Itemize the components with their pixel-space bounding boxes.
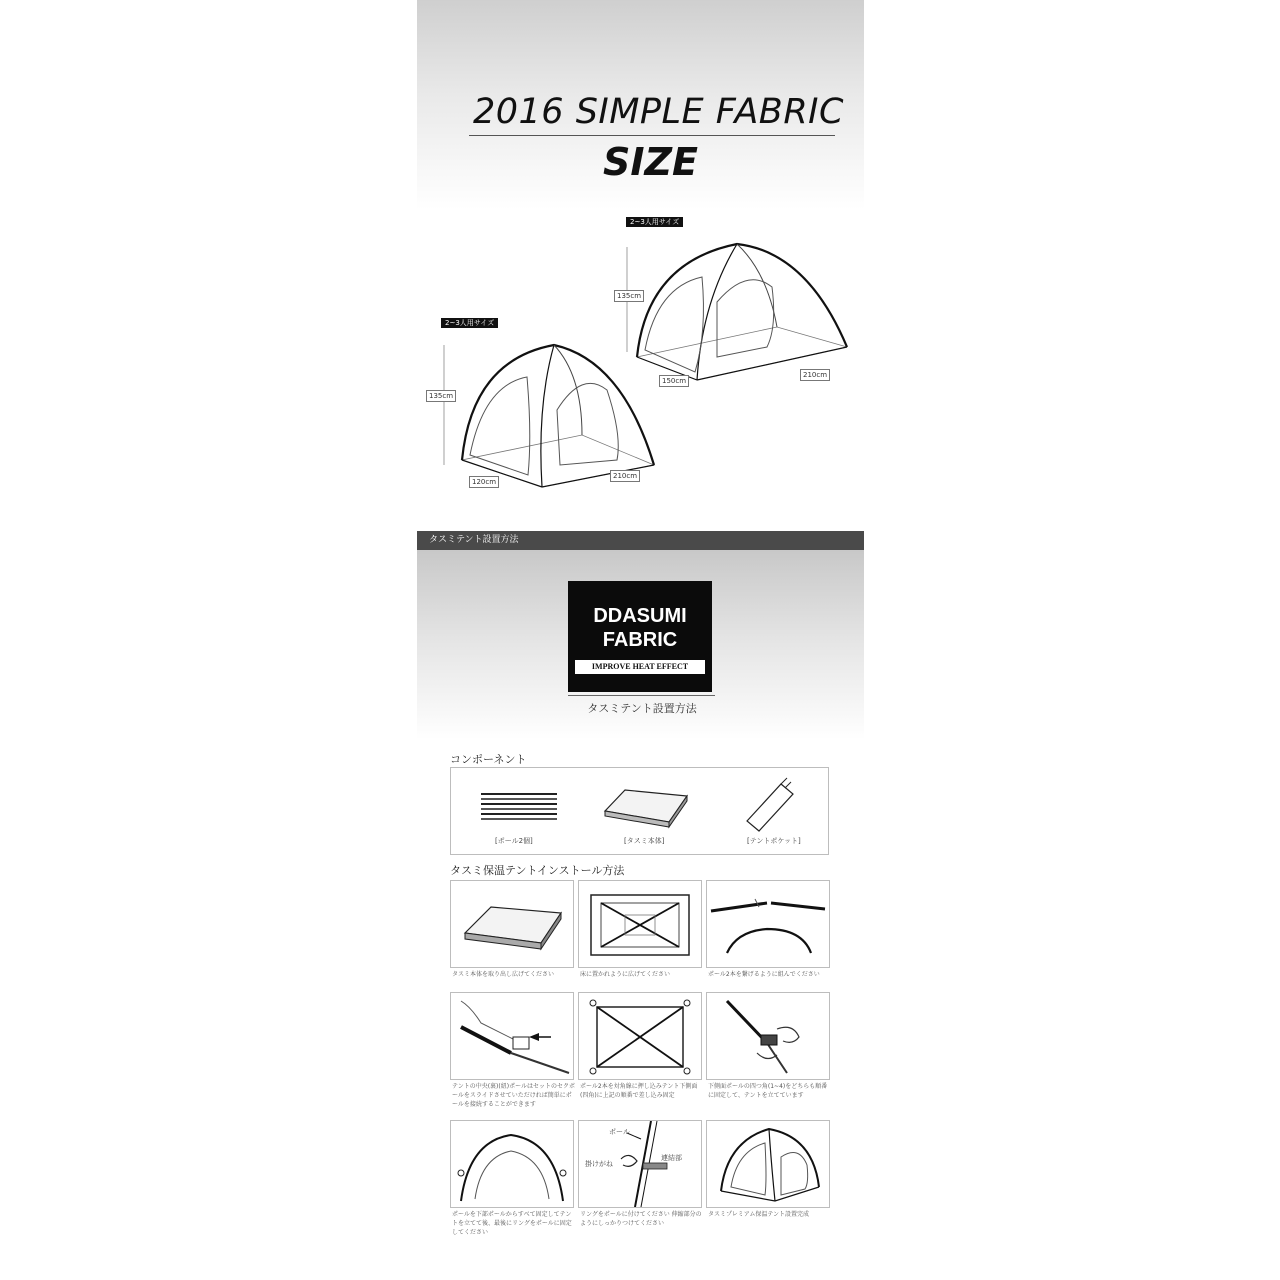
product-strip xyxy=(417,0,864,1280)
small-width-label: 210cm xyxy=(610,470,640,482)
logo-tagline: IMPROVE HEAT EFFECT xyxy=(575,660,705,674)
step-4-caption: テントの中央(裏)(紐)ポールはセットのセクボールをスライドさせていただければ簡単にポールを接続することができます xyxy=(452,1083,575,1108)
component-label-pocket: [テントポケット] xyxy=(747,837,801,845)
brand-logo xyxy=(568,581,712,692)
step-9-caption: タスミプレミアム保温テント設置完成 xyxy=(708,1211,810,1218)
large-depth-label: 150cm xyxy=(659,375,689,387)
step-4-panel xyxy=(450,992,574,1080)
step-2-caption: 床に置かれように広げてください xyxy=(580,971,671,978)
step-3-illustration xyxy=(707,881,829,967)
step-5-caption: ポール2本を対角線に押し込みテント下側面(四角)に上記の順番で差し込み固定 xyxy=(580,1083,698,1099)
step-3-caption: ポール2本を繋げるように組んでください xyxy=(708,971,820,978)
step-1-caption: タスミ本体を取り出し広げてください xyxy=(452,971,555,978)
logo-caption: タスミテント設置方法 xyxy=(587,702,697,715)
step-9-illustration xyxy=(707,1121,829,1207)
size-tag-large: 2~3人用サイズ xyxy=(626,217,683,227)
step-6-illustration xyxy=(707,993,829,1079)
step-7-panel xyxy=(450,1120,574,1208)
step-1-panel xyxy=(450,880,574,968)
large-height-label: 135cm xyxy=(614,290,644,302)
step-6-caption: 下側面ポールの四つ角(1~4)をどちらも順番に固定して、テントを立てています xyxy=(708,1083,828,1099)
title-divider xyxy=(469,135,835,136)
section-bar: タスミテント設置方法 xyxy=(417,531,864,550)
install-heading: タスミ保温テントインストール方法 xyxy=(450,864,625,877)
small-depth-label: 120cm xyxy=(469,476,499,488)
label-loop: 掛けがね xyxy=(585,1160,613,1168)
label-joint: 連結部 xyxy=(661,1154,682,1162)
step-7-illustration xyxy=(451,1121,573,1207)
large-width-label: 210cm xyxy=(800,369,830,381)
tent-pocket-icon xyxy=(741,776,801,836)
component-label-poles: [ポール2個] xyxy=(495,837,533,845)
components-box xyxy=(450,767,829,855)
step-3-panel xyxy=(706,880,830,968)
logo-underline xyxy=(568,695,715,696)
step-8-caption: リングをポールに付けてください 伸縮部分のようにしっかりつけてください xyxy=(580,1211,702,1227)
small-height-label: 135cm xyxy=(426,390,456,402)
tent-body-icon xyxy=(601,786,691,831)
components-heading: コンポーネント xyxy=(450,753,527,766)
step-4-illustration xyxy=(451,993,573,1079)
size-tag-small: 2~3人用サイズ xyxy=(441,318,498,328)
step-5-panel xyxy=(578,992,702,1080)
logo-line1: DDASUMI xyxy=(593,605,687,627)
step-7-caption: ポールを下部ポールからすべて固定してテントを立てて後、最後にリングをポールに固定してください xyxy=(452,1211,572,1236)
logo-line2: FABRIC xyxy=(602,629,678,651)
step-2-panel xyxy=(578,880,702,968)
step-9-panel xyxy=(706,1120,830,1208)
step-5-illustration xyxy=(579,993,701,1079)
component-label-body: [タスミ本体] xyxy=(624,837,665,845)
page-title: 2016 SIMPLE FABRIC xyxy=(473,92,844,132)
page-subtitle: SIZE xyxy=(603,140,699,184)
step-1-illustration xyxy=(451,881,573,967)
step-2-illustration xyxy=(579,881,701,967)
label-pole: ポール xyxy=(609,1128,630,1136)
step-8-panel xyxy=(578,1120,702,1208)
step-6-panel xyxy=(706,992,830,1080)
poles-icon xyxy=(479,790,559,822)
